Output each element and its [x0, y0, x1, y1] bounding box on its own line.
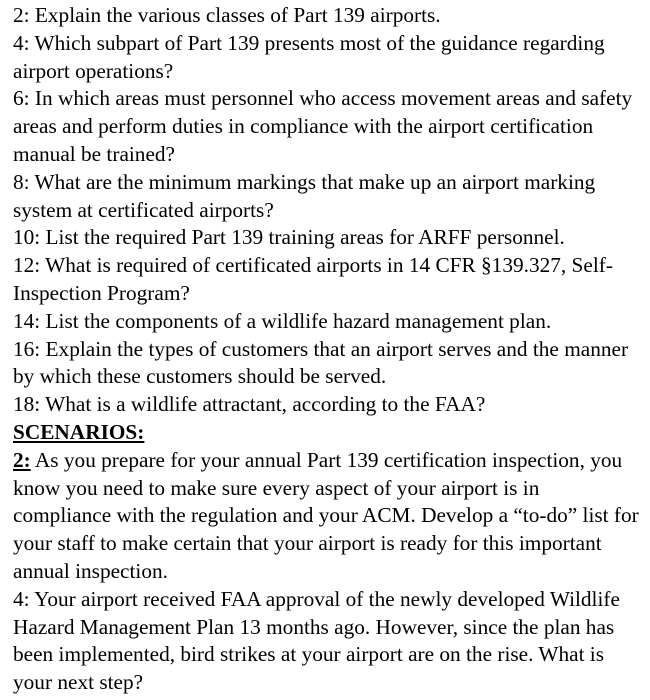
scenario-2-text: As you prepare for your annual Part 139 certification inspection, you know you need to make sure every aspect of your airport is in compliance with the regulation and your ACM. Develop a “to-do” list for your staff to make certain that your airport is ready for this important annual inspection. [13, 447, 639, 583]
question-2: 2: Explain the various classes of Part 139 airports. [13, 3, 441, 27]
question-10: 10: List the required Part 139 training areas for ARFF personnel. [13, 225, 565, 250]
scenario-2 [13, 447, 640, 586]
question-8: 8: What are the minimum markings that make up an airport marking system at certificated airports? [13, 169, 596, 222]
question-12: 12: What is required of certificated airports in 14 CFR §139.327, Self-Inspection Program? [13, 253, 613, 305]
scenarios-heading: SCENARIOS: [13, 419, 145, 444]
scenario-2-number: 2: [13, 447, 31, 472]
question-14: 14: List the components of a wildlife hazard management plan. [13, 308, 552, 333]
question-4: 4: Which subpart of Part 139 presents most of the guidance regarding airport operations? [13, 30, 605, 83]
question-18: 18: What is a wildlife attractant, according to the FAA? [13, 392, 486, 417]
question-16: 16: Explain the types of customers that an airport serves and the manner by which these customers should be served. [13, 336, 629, 389]
scenario-4: 4: Your airport received FAA approval of the newly developed Wildlife Hazard Management Plan 13 months ago. However, since the plan has been implemented, bird strikes at your airport are on the rise. What is your next step? [13, 586, 620, 695]
question-6: 6: In which areas must personnel who access movement areas and safety areas and perform duties in compliance with the airport certification manual be trained? [13, 86, 633, 166]
